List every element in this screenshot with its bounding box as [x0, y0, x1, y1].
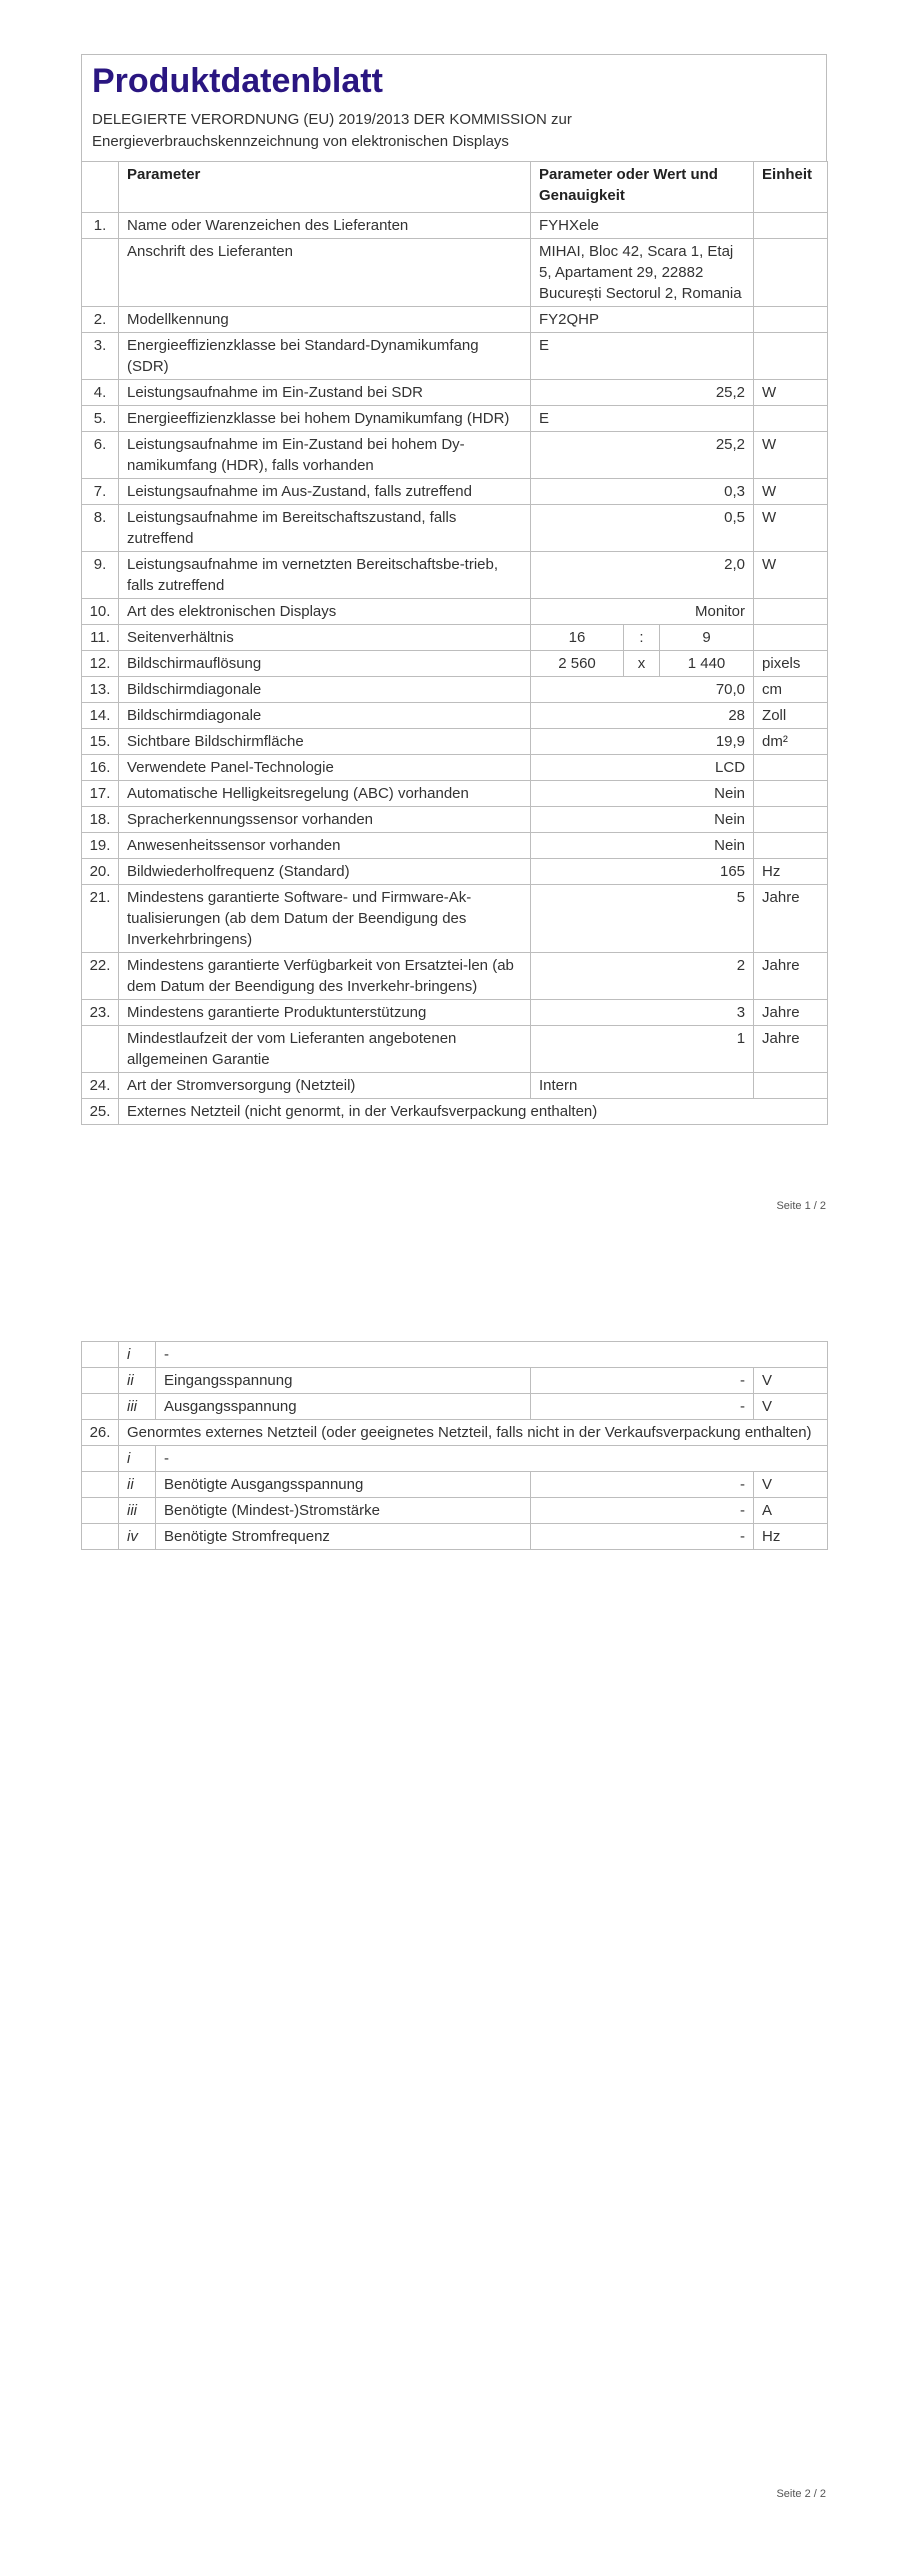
table-row [82, 552, 828, 599]
row-label: Mindestens garantierte Verfügbarkeit von Ersatztei-len (ab dem Datum der Beendigung des Inverkehr-bringens) [119, 953, 531, 1000]
row-value: 25,2 [531, 432, 754, 479]
row-unit [754, 333, 828, 380]
sub-index: i [119, 1342, 156, 1368]
sub-value: - [531, 1472, 754, 1498]
table-row [82, 625, 828, 651]
row-value: 165 [531, 859, 754, 885]
row-unit: Jahre [754, 1000, 828, 1026]
row-number: 7. [82, 479, 119, 505]
row-label: Energieeffizienzklasse bei hohem Dynamikumfang (HDR) [119, 406, 531, 432]
row-label: Leistungsaufnahme im vernetzten Bereitschaftsbe-trieb, falls zutreffend [119, 552, 531, 599]
table-row [82, 213, 828, 239]
row-value: Nein [531, 807, 754, 833]
header-parameter: Parameter [119, 162, 531, 213]
sub-value: - [531, 1394, 754, 1420]
row-unit: Zoll [754, 703, 828, 729]
sub-row [82, 1524, 828, 1550]
row-value: 28 [531, 703, 754, 729]
table-row [82, 406, 828, 432]
parameter-table-continued [81, 1341, 828, 1550]
table-row [82, 651, 828, 677]
row-number [82, 1524, 119, 1550]
row-number [82, 1394, 119, 1420]
row-label: Energieeffizienzklasse bei Standard-Dynamikumfang (SDR) [119, 333, 531, 380]
row-unit [754, 807, 828, 833]
document-header [81, 54, 827, 161]
row-label: Automatische Helligkeitsregelung (ABC) vorhanden [119, 781, 531, 807]
table-row [82, 1420, 828, 1446]
row-value: FY2QHP [531, 307, 754, 333]
row-unit: W [754, 505, 828, 552]
row-label: Genormtes externes Netzteil (oder geeignetes Netzteil, falls nicht in der Verkaufsverpackung enthalten) [119, 1420, 828, 1446]
row-unit: Hz [754, 859, 828, 885]
row-label: Bildschirmdiagonale [119, 677, 531, 703]
row-value: Nein [531, 781, 754, 807]
row-label: Anschrift des Lieferanten [119, 239, 531, 307]
sub-row [82, 1394, 828, 1420]
header-unit: Einheit [754, 162, 828, 213]
row-value: 70,0 [531, 677, 754, 703]
row-number: 8. [82, 505, 119, 552]
sub-unit: V [754, 1368, 828, 1394]
row-number: 9. [82, 552, 119, 599]
row-value: 0,3 [531, 479, 754, 505]
row-label: Bildwiederholfrequenz (Standard) [119, 859, 531, 885]
row-unit: W [754, 552, 828, 599]
row-number: 3. [82, 333, 119, 380]
row-number: 1. [82, 213, 119, 239]
table-header-row [82, 162, 828, 213]
row-unit [754, 755, 828, 781]
table-row [82, 781, 828, 807]
row-label: Mindestens garantierte Software- und Firmware-Ak-tualisierungen (ab dem Datum der Beendigung des Inverkehrbringens) [119, 885, 531, 953]
row-value: FYHXele [531, 213, 754, 239]
row-unit [754, 307, 828, 333]
row-unit [754, 833, 828, 859]
table-row [82, 755, 828, 781]
table-row [82, 380, 828, 406]
row-unit [754, 599, 828, 625]
table-row [82, 807, 828, 833]
table-row [82, 239, 828, 307]
row-unit [754, 239, 828, 307]
sub-row [82, 1472, 828, 1498]
row-number: 26. [82, 1420, 119, 1446]
row-value: 2,0 [531, 552, 754, 599]
sub-index: ii [119, 1472, 156, 1498]
row-value: 19,9 [531, 729, 754, 755]
row-label: Modellkennung [119, 307, 531, 333]
row-number: 18. [82, 807, 119, 833]
row-label: Sichtbare Bildschirmfläche [119, 729, 531, 755]
sub-value: - [531, 1368, 754, 1394]
row-number: 10. [82, 599, 119, 625]
header-num [82, 162, 119, 213]
datasheet-page-2 [81, 1341, 827, 1550]
row-unit: dm² [754, 729, 828, 755]
row-label: Leistungsaufnahme im Bereitschaftszustand, falls zutreffend [119, 505, 531, 552]
row-number: 17. [82, 781, 119, 807]
row-value: 3 [531, 1000, 754, 1026]
row-unit: W [754, 432, 828, 479]
row-number: 12. [82, 651, 119, 677]
row-number: 19. [82, 833, 119, 859]
row-number: 6. [82, 432, 119, 479]
table-row [82, 833, 828, 859]
sub-label: Eingangsspannung [156, 1368, 531, 1394]
table-row [82, 859, 828, 885]
row-number: 16. [82, 755, 119, 781]
sub-row [82, 1498, 828, 1524]
table-row [82, 479, 828, 505]
row-unit: W [754, 479, 828, 505]
sub-value: - [531, 1524, 754, 1550]
sub-index: ii [119, 1368, 156, 1394]
row-value: 2 [531, 953, 754, 1000]
row-value: 0,5 [531, 505, 754, 552]
row-number: 5. [82, 406, 119, 432]
row-label: Anwesenheitssensor vorhanden [119, 833, 531, 859]
row-label: Mindestens garantierte Produktunterstützung [119, 1000, 531, 1026]
sub-row [82, 1446, 828, 1472]
regulation-subtitle [92, 109, 816, 153]
row-number [82, 1368, 119, 1394]
row-label: Leistungsaufnahme im Ein-Zustand bei hohem Dy-namikumfang (HDR), falls vorhanden [119, 432, 531, 479]
table-row [82, 729, 828, 755]
row-label: Spracherkennungssensor vorhanden [119, 807, 531, 833]
table-row [82, 432, 828, 479]
row-number: 21. [82, 885, 119, 953]
resolution-height: 1 440 [660, 651, 754, 677]
row-unit [754, 406, 828, 432]
row-value: E [531, 333, 754, 380]
row-label: Name oder Warenzeichen des Lieferanten [119, 213, 531, 239]
row-value: Monitor [531, 599, 754, 625]
row-label: Bildschirmdiagonale [119, 703, 531, 729]
row-value: E [531, 406, 754, 432]
row-unit: W [754, 380, 828, 406]
row-unit: Jahre [754, 885, 828, 953]
page-number-footer: Seite 2 / 2 [776, 2488, 826, 2500]
sub-unit: Hz [754, 1524, 828, 1550]
resolution-separator: x [624, 651, 660, 677]
sub-value: - [156, 1446, 828, 1472]
row-unit [754, 213, 828, 239]
row-number: 24. [82, 1073, 119, 1099]
sub-index: iii [119, 1498, 156, 1524]
table-row [82, 1000, 828, 1026]
subtitle-line-1: DELEGIERTE VERORDNUNG (EU) 2019/2013 DER KOMMISSION zur [92, 111, 572, 128]
table-row [82, 1026, 828, 1073]
row-label: Bildschirmauflösung [119, 651, 531, 677]
row-unit [754, 1073, 828, 1099]
row-number: 20. [82, 859, 119, 885]
row-value: 1 [531, 1026, 754, 1073]
row-number: 4. [82, 380, 119, 406]
aspect-separator: : [624, 625, 660, 651]
row-unit: cm [754, 677, 828, 703]
row-unit: pixels [754, 651, 828, 677]
row-number [82, 239, 119, 307]
header-value: Parameter oder Wert und Genauigkeit [531, 162, 754, 213]
row-number: 25. [82, 1099, 119, 1125]
table-row [82, 307, 828, 333]
sub-row [82, 1368, 828, 1394]
row-value: Intern [531, 1073, 754, 1099]
sub-row [82, 1342, 828, 1368]
sub-unit: V [754, 1472, 828, 1498]
row-number: 22. [82, 953, 119, 1000]
sub-index: i [119, 1446, 156, 1472]
row-label: Art der Stromversorgung (Netzteil) [119, 1073, 531, 1099]
row-label: Mindestlaufzeit der vom Lieferanten angebotenen allgemeinen Garantie [119, 1026, 531, 1073]
sub-label: Benötigte Ausgangsspannung [156, 1472, 531, 1498]
row-number: 13. [82, 677, 119, 703]
row-number [82, 1472, 119, 1498]
row-number [82, 1446, 119, 1472]
table-row [82, 885, 828, 953]
sub-index: iv [119, 1524, 156, 1550]
row-number [82, 1026, 119, 1073]
row-label: Leistungsaufnahme im Ein-Zustand bei SDR [119, 380, 531, 406]
sub-value: - [531, 1498, 754, 1524]
page-number-footer: Seite 1 / 2 [776, 1200, 826, 1212]
row-unit: Jahre [754, 1026, 828, 1073]
aspect-width: 16 [531, 625, 624, 651]
row-value: 5 [531, 885, 754, 953]
sub-label: Ausgangsspannung [156, 1394, 531, 1420]
subtitle-line-2: Energieverbrauchskennzeichnung von elektronischen Displays [92, 133, 509, 150]
sub-unit: A [754, 1498, 828, 1524]
row-label: Leistungsaufnahme im Aus-Zustand, falls zutreffend [119, 479, 531, 505]
row-number: 14. [82, 703, 119, 729]
supplier-address: MIHAI, Bloc 42, Scara 1, Etaj 5, Apartament 29, 22882 București Sectorul 2, Romania [531, 239, 754, 307]
table-row [82, 1099, 828, 1125]
table-row [82, 599, 828, 625]
row-value: 25,2 [531, 380, 754, 406]
parameter-table [81, 161, 828, 1125]
datasheet-page-1 [81, 54, 827, 1125]
sub-label: Benötigte (Mindest-)Stromstärke [156, 1498, 531, 1524]
row-label: Externes Netzteil (nicht genormt, in der Verkaufsverpackung enthalten) [119, 1099, 828, 1125]
sub-index: iii [119, 1394, 156, 1420]
row-number: 11. [82, 625, 119, 651]
resolution-width: 2 560 [531, 651, 624, 677]
row-number [82, 1498, 119, 1524]
row-label: Verwendete Panel-Technologie [119, 755, 531, 781]
sub-unit: V [754, 1394, 828, 1420]
row-value: Nein [531, 833, 754, 859]
aspect-height: 9 [660, 625, 754, 651]
table-row [82, 333, 828, 380]
table-row [82, 703, 828, 729]
table-row [82, 1073, 828, 1099]
row-unit [754, 625, 828, 651]
row-unit: Jahre [754, 953, 828, 1000]
row-label: Art des elektronischen Displays [119, 599, 531, 625]
row-number: 23. [82, 1000, 119, 1026]
row-unit [754, 781, 828, 807]
row-number [82, 1342, 119, 1368]
table-row [82, 953, 828, 1000]
page-title: Produktdatenblatt [92, 62, 383, 100]
row-number: 2. [82, 307, 119, 333]
table-row [82, 505, 828, 552]
row-label: Seitenverhältnis [119, 625, 531, 651]
table-row [82, 677, 828, 703]
row-value: LCD [531, 755, 754, 781]
row-number: 15. [82, 729, 119, 755]
sub-label: Benötigte Stromfrequenz [156, 1524, 531, 1550]
sub-value: - [156, 1342, 828, 1368]
